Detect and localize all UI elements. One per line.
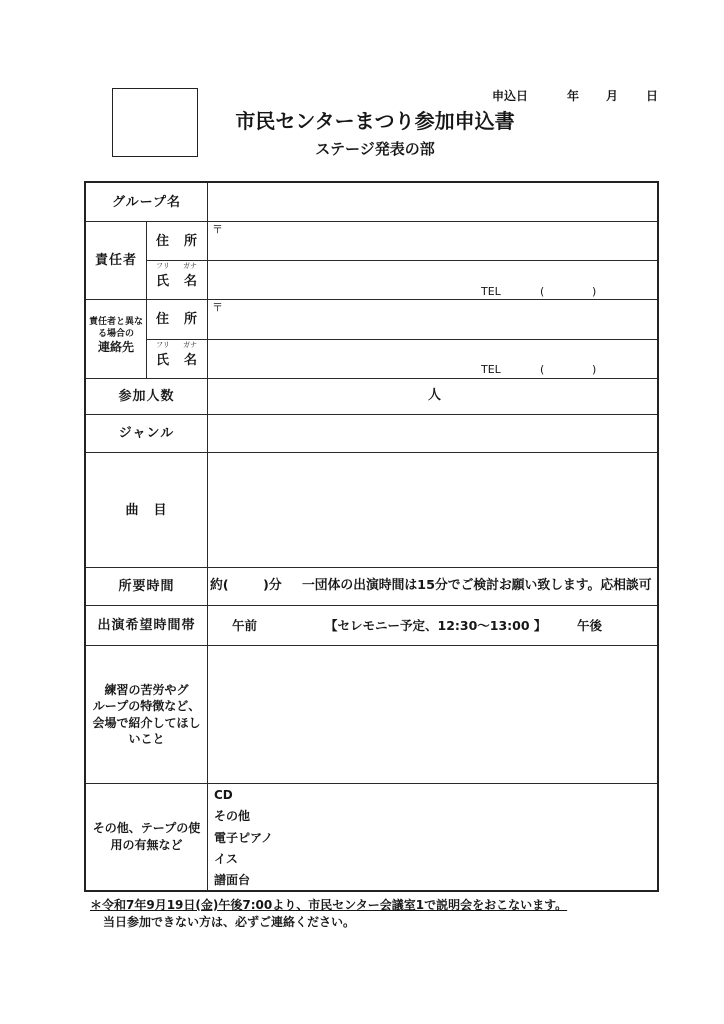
tel-close-paren: ): [592, 285, 597, 298]
tel-label: TEL: [481, 285, 501, 298]
genre-field: [207, 414, 658, 453]
furigana-label-right: ガナ: [183, 262, 197, 270]
postal-code-mark: 〒: [212, 223, 223, 236]
songs-field: [207, 452, 658, 568]
equipment-item-other: その他: [214, 809, 251, 824]
group-name-field: [207, 182, 658, 222]
duration-note: 一団体の出演時間は15分でご検討お願い致します。応相談可: [302, 578, 652, 593]
page-subtitle: ステージ発表の部: [315, 140, 435, 158]
application-year-label: 年: [567, 89, 580, 103]
equipment-item-list: [214, 785, 273, 891]
page-title: 市民センターまつり参加申込書: [235, 109, 515, 133]
absence-contact-note: 当日参加できない方は、必ずご連絡ください。: [103, 915, 356, 929]
participants-label: 参加人数: [85, 378, 208, 415]
time-slot-field: [207, 605, 658, 646]
alternate-name-field: [207, 339, 658, 379]
tel-open-paren: (: [540, 363, 545, 376]
introduction-label-line-3: 会場で紹介してほし: [92, 715, 201, 730]
group-name-label: グループ名: [85, 182, 208, 222]
time-slot-afternoon: 午後: [577, 618, 603, 633]
time-slot-label: 出演希望時間帯: [85, 605, 208, 646]
briefing-session-note: ＊令和7年9月19日(金)午後7:00より、市民センター会議室1で説明会をおこないます。: [90, 898, 568, 912]
alternate-contact-label: [85, 299, 147, 379]
furigana-label-left: フリ: [156, 262, 170, 270]
introduction-label-line-2: ループの特徴など、: [92, 699, 201, 713]
representative-name-field: [207, 260, 658, 300]
representative-name-label: 氏 名: [155, 274, 198, 289]
alternate-name-label-cell: [146, 339, 208, 379]
introduction-label: [85, 645, 208, 784]
participants-field: [207, 378, 658, 415]
equipment-item-chair: イス: [214, 851, 238, 866]
postal-code-mark: 〒: [212, 301, 223, 314]
equipment-item-cd: CD: [214, 788, 233, 802]
duration-suffix: )分: [263, 578, 282, 593]
representative-address-field: [207, 221, 658, 261]
alternate-contact-label-line-1: 責任者と異な: [88, 317, 143, 327]
equipment-label-line-2: 用の有無など: [110, 838, 183, 852]
duration-field: [207, 567, 658, 606]
furigana-label-left: フリ: [156, 341, 170, 349]
equipment-field: [207, 783, 658, 891]
alternate-address-field: [207, 299, 658, 340]
alternate-address-label: 住 所: [146, 299, 208, 340]
representative-label: 責任者: [85, 221, 147, 300]
tel-open-paren: (: [540, 285, 545, 298]
introduction-label-line-1: 練習の苦労やグ: [104, 682, 189, 697]
equipment-label: [85, 783, 208, 891]
duration-prefix: 約(: [210, 578, 229, 593]
application-date-label: 申込日: [492, 89, 529, 103]
application-month-label: 月: [606, 89, 619, 103]
tel-label: TEL: [481, 363, 501, 376]
equipment-item-electric-piano: 電子ピアノ: [214, 830, 274, 845]
equipment-label-line-1: その他、テープの使: [92, 821, 201, 835]
application-day-label: 日: [646, 89, 659, 103]
introduction-field: [207, 645, 658, 784]
alternate-contact-label-line-2: る場合の: [97, 329, 134, 339]
furigana-label-right: ガナ: [183, 341, 197, 349]
tel-close-paren: ): [592, 363, 597, 376]
duration-label: 所要時間: [85, 567, 208, 606]
representative-address-label: 住 所: [146, 221, 208, 261]
time-slot-morning: 午前: [232, 618, 258, 633]
participants-unit: 人: [428, 388, 442, 403]
alternate-name-label: 氏 名: [155, 353, 198, 368]
alternate-contact-label-line-3: 連絡先: [97, 340, 134, 354]
genre-label: ジャンル: [85, 414, 208, 453]
equipment-item-music-stand: 譜面台: [214, 873, 251, 887]
introduction-label-line-4: いこと: [128, 732, 165, 746]
representative-name-label-cell: [146, 260, 208, 300]
time-slot-ceremony-note: 【セレモニー予定、12:30～13:00 】: [325, 618, 547, 633]
songs-label: 曲 目: [85, 452, 208, 568]
